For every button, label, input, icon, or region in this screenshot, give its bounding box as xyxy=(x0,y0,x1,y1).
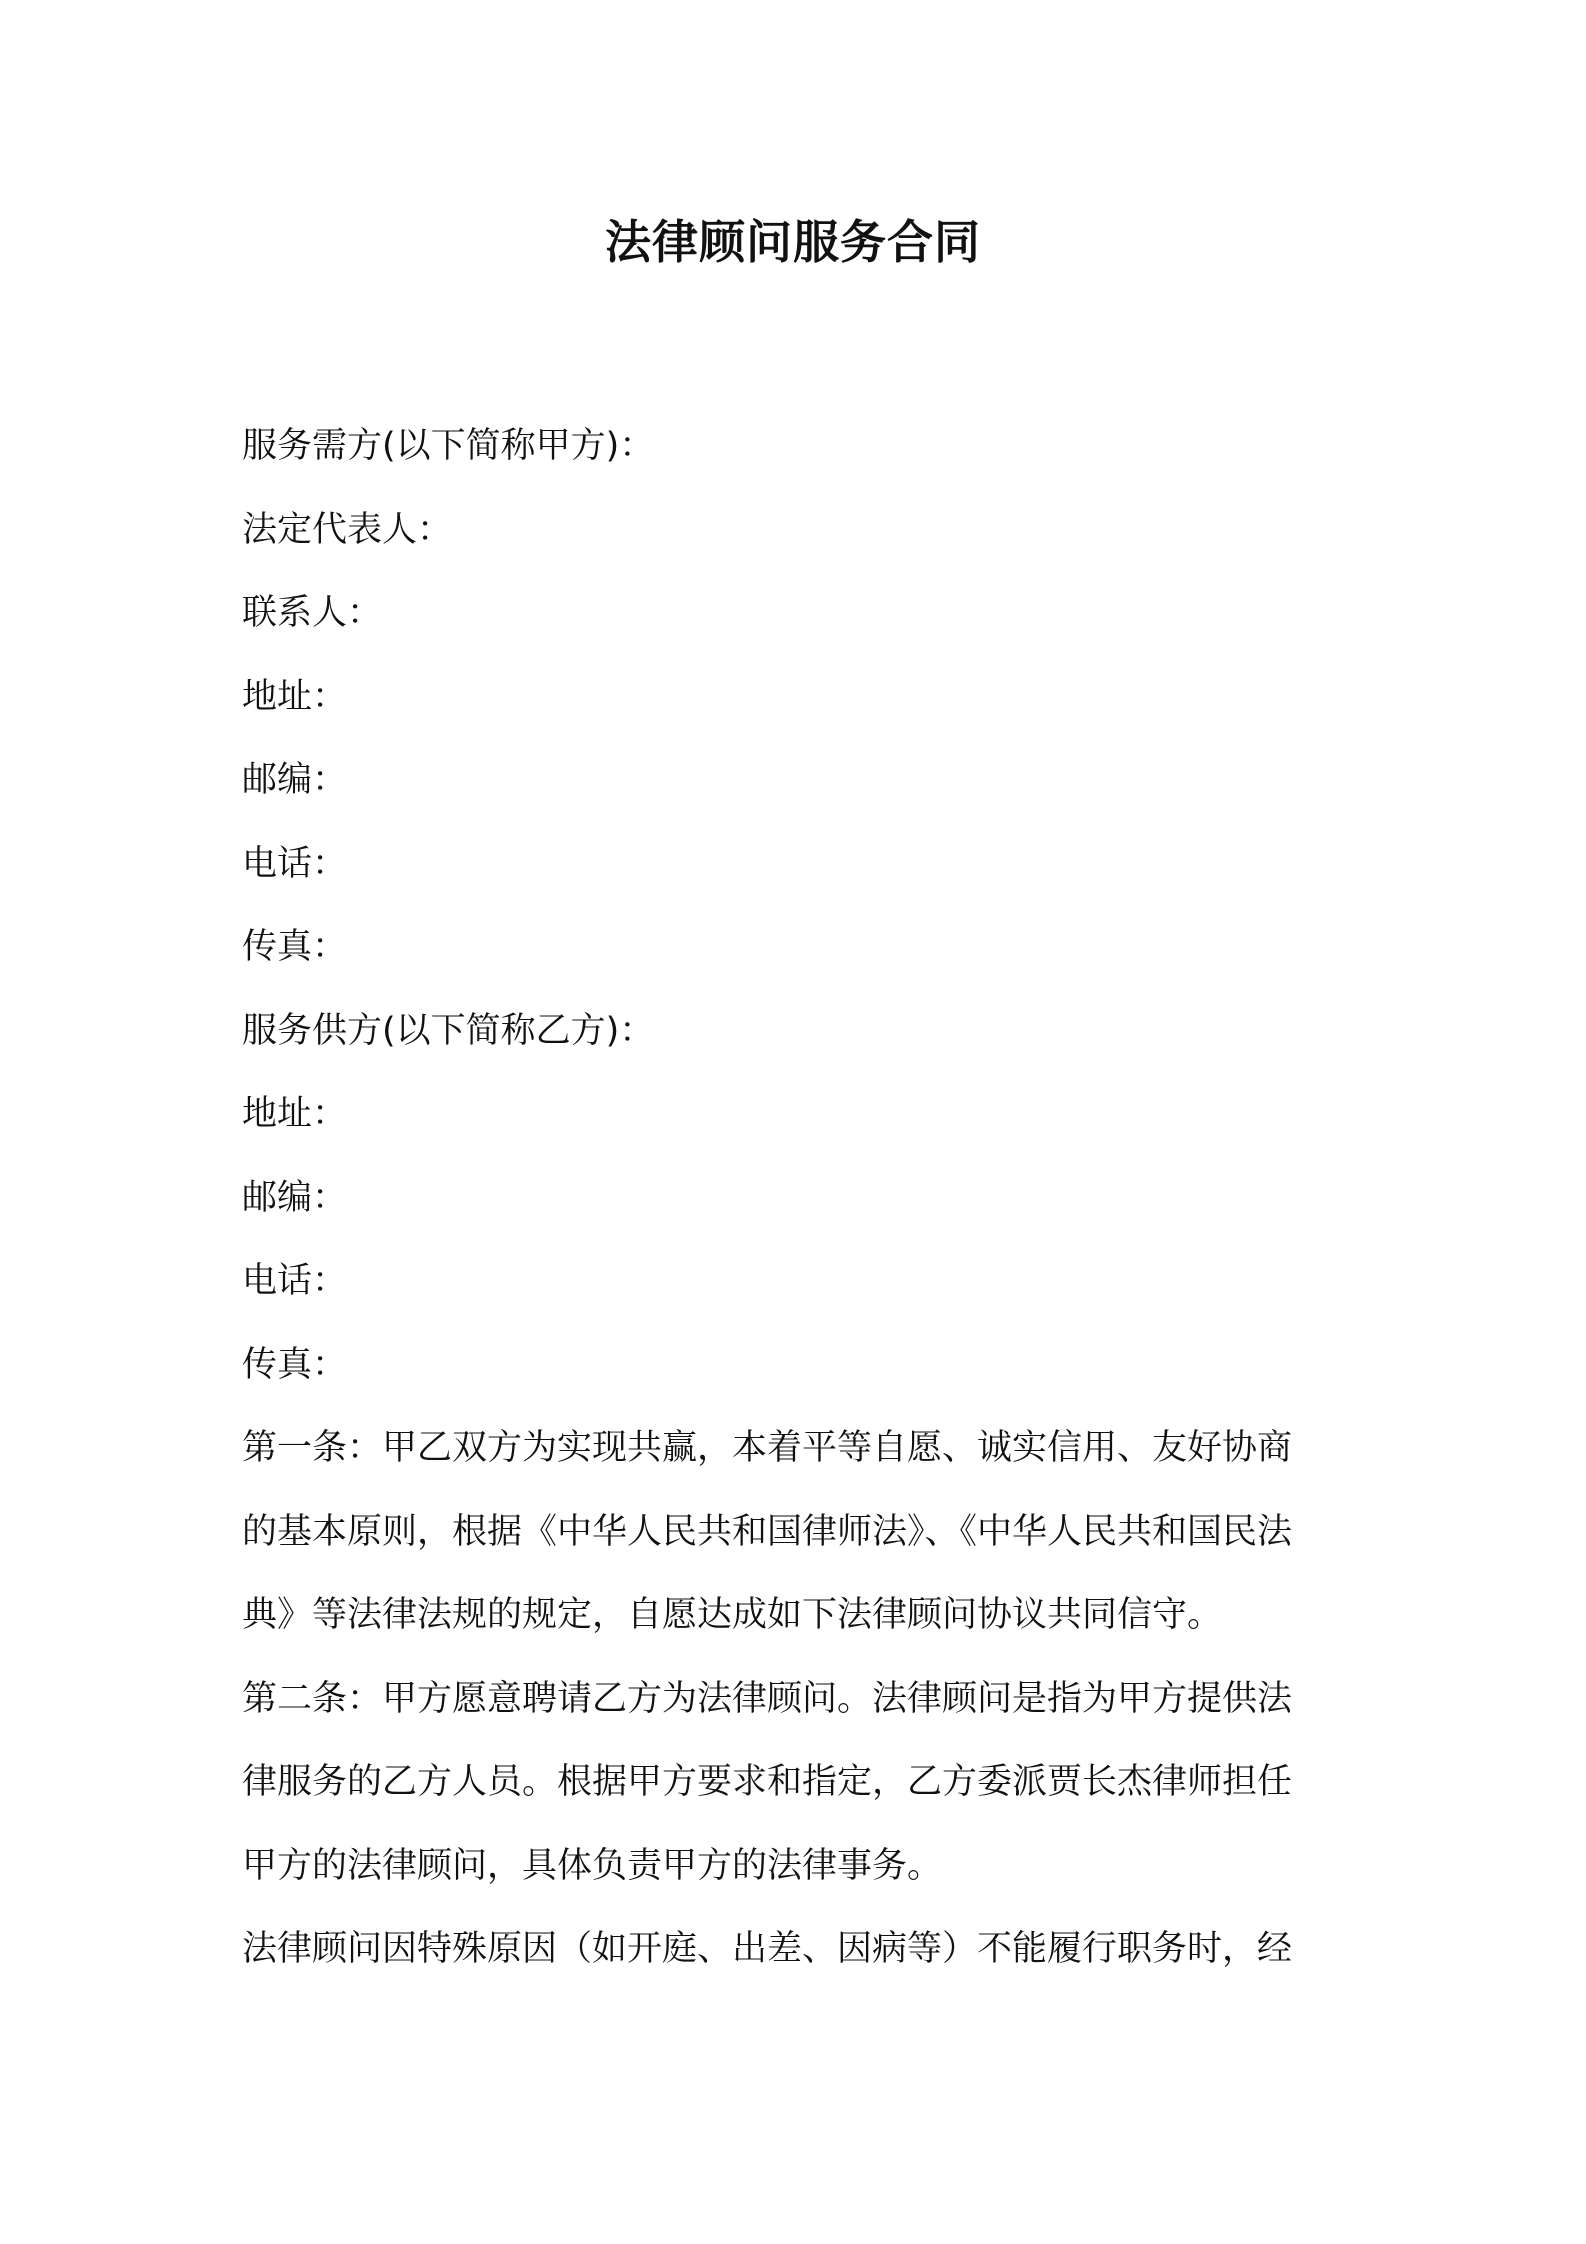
article-1 xyxy=(242,1407,1352,1658)
article-2-line: 第二条：甲方愿意聘请乙方为法律顾问。法律顾问是指为甲方提供法 xyxy=(242,1678,1293,1719)
party-b-address: 地址： xyxy=(242,1094,348,1134)
article-2-line: 甲方的法律顾问，具体负责甲方的法律事务。 xyxy=(242,1845,943,1886)
party-a-address: 地址： xyxy=(242,676,348,717)
party-a-postcode: 邮编： xyxy=(242,760,348,800)
article-1-line: 的基本原则，根据《中华人民共和国律师法》、《中华人民共和国民法 xyxy=(242,1511,1293,1552)
party-a-legal-rep: 法定代表人： xyxy=(242,509,453,550)
article-1-line: 第一条：甲乙双方为实现共赢，本着平等自愿、诚实信用、友好协商 xyxy=(242,1428,1293,1468)
article-1-line: 典》等法律法规的规定，自愿达成如下法律顾问协议共同信守。 xyxy=(242,1595,1223,1635)
party-b-heading: 服务供方(以下简称乙方)： xyxy=(242,1010,655,1051)
document-title: 法律顾问服务合同 xyxy=(605,215,981,269)
party-a-contact: 联系人： xyxy=(242,593,383,633)
party-b-phone: 电话： xyxy=(242,1261,348,1301)
article-2-continuation xyxy=(242,1908,1352,1992)
party-b-postcode: 邮编： xyxy=(242,1177,348,1218)
article-2-continuation-line: 法律顾问因特殊原因（如开庭、出差、因病等）不能履行职务时，经 xyxy=(242,1929,1293,1969)
party-a-fax: 传真： xyxy=(242,927,348,967)
party-a-heading: 服务需方(以下简称甲方)： xyxy=(242,426,655,466)
party-b-fax: 传真： xyxy=(242,1344,348,1385)
article-2 xyxy=(242,1658,1352,1909)
article-2-line: 律服务的乙方人员。根据甲方要求和指定，乙方委派贾长杰律师担任 xyxy=(242,1762,1293,1802)
document-body xyxy=(242,405,1352,1992)
party-a-phone: 电话： xyxy=(242,843,348,884)
